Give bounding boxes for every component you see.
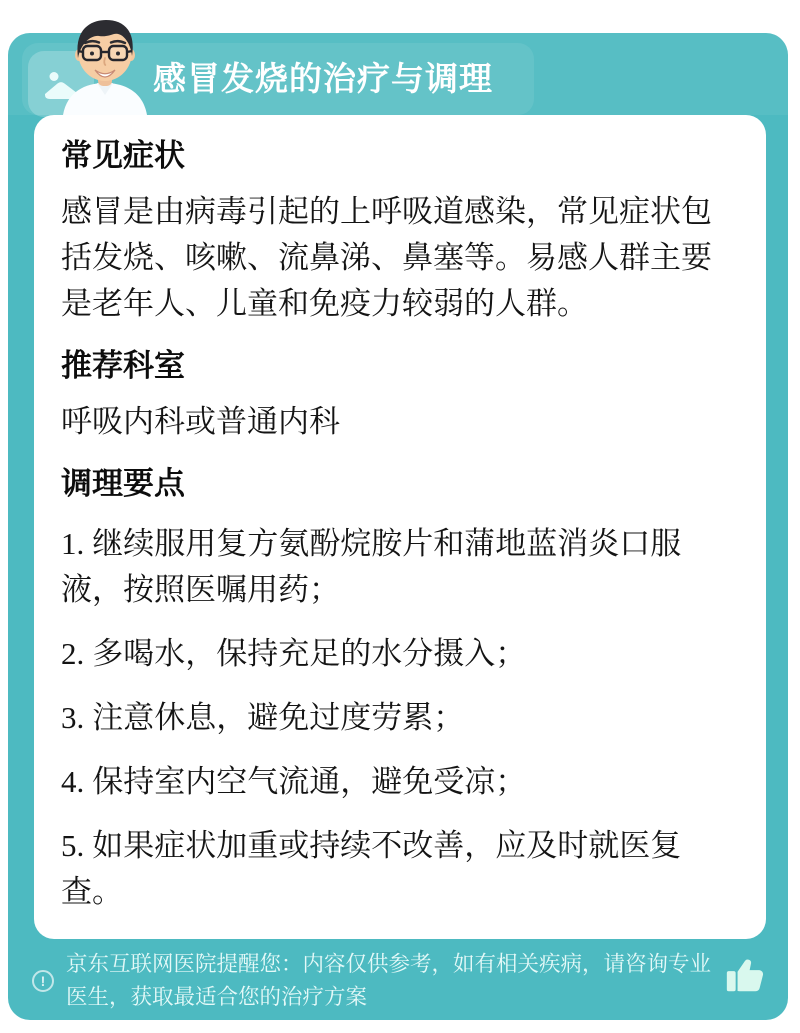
list-item-text: 多喝水，保持充足的水分摄入； bbox=[92, 636, 527, 671]
care-point-item bbox=[61, 695, 739, 741]
department-text: 呼吸内科或普通内科 bbox=[61, 404, 340, 439]
symptoms-text: 感冒是由病毒引起的上呼吸道感染，常见症状包括发烧、咳嗽、流鼻涕、鼻塞等。易感人群主要是老年人、儿童和免疫力较弱的人群。 bbox=[61, 194, 712, 321]
list-item-number: 1. bbox=[61, 526, 85, 561]
list-item-number: 4. bbox=[61, 764, 85, 799]
care-point-item bbox=[61, 823, 739, 915]
info-circle-icon: ! bbox=[32, 970, 54, 992]
care-point-item bbox=[61, 631, 739, 677]
list-item-number: 3. bbox=[61, 700, 85, 735]
list-item-text: 如果症状加重或持续不改善，应及时就医复查。 bbox=[61, 828, 682, 909]
teal-panel bbox=[8, 33, 788, 1020]
list-item-text: 保持室内空气流通，避免受凉； bbox=[92, 764, 527, 799]
care-point-item bbox=[61, 521, 739, 613]
content-card bbox=[34, 115, 766, 939]
footer-disclaimer bbox=[32, 948, 732, 1014]
list-item-number: 2. bbox=[61, 636, 85, 671]
section-heading-department: 推荐科室 bbox=[61, 348, 185, 383]
page-title: 感冒发烧的治疗与调理 bbox=[153, 60, 493, 97]
list-item-number: 5. bbox=[61, 828, 85, 863]
care-point-item bbox=[61, 759, 739, 805]
disclaimer-text: 京东互联网医院提醒您：内容仅供参考，如有相关疾病，请咨询专业医生，获取最适合您的治疗方案 bbox=[66, 952, 712, 1009]
thumbs-up-icon[interactable] bbox=[723, 951, 769, 997]
section-heading-symptoms: 常见症状 bbox=[61, 138, 185, 173]
list-item-text: 注意休息，避免过度劳累； bbox=[92, 700, 465, 735]
doctor-avatar bbox=[55, 18, 155, 115]
section-heading-care-points: 调理要点 bbox=[61, 466, 185, 501]
list-item-text: 继续服用复方氨酚烷胺片和蒲地蓝消炎口服液，按照医嘱用药； bbox=[61, 526, 682, 607]
